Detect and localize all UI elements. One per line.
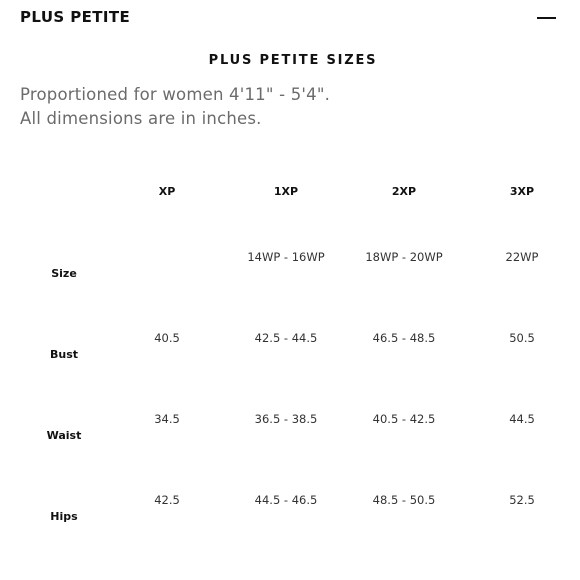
table-cell: 44.5 (509, 412, 535, 426)
accordion-title: PLUS PETITE (20, 8, 131, 26)
table-cell: 36.5 - 38.5 (254, 412, 318, 426)
table-cell: 40.5 - 42.5 (372, 412, 436, 426)
column-header-1xp: 1XP (273, 185, 299, 198)
table-cell: 34.5 (154, 412, 180, 426)
column-header-3xp: 3XP (509, 185, 535, 198)
section-title: PLUS PETITE SIZES (208, 53, 378, 68)
table-cell: 42.5 - 44.5 (254, 331, 318, 345)
row-label-hips: Hips (50, 510, 78, 523)
table-cell: 42.5 (154, 493, 180, 507)
size-description (20, 83, 560, 131)
description-line-height-range: Proportioned for women 4'11" - 5'4". (20, 85, 331, 104)
table-cell: 48.5 - 50.5 (372, 493, 436, 507)
table-cell: 14WP - 16WP (247, 250, 325, 264)
table-cell: 52.5 (509, 493, 535, 507)
row-label-size: Size (51, 267, 77, 280)
table-cell: 22WP (505, 250, 539, 264)
accordion-header-plus-petite[interactable] (0, 0, 580, 36)
table-cell: 46.5 - 48.5 (372, 331, 436, 345)
table-cell: 44.5 - 46.5 (254, 493, 318, 507)
table-cell: 18WP - 20WP (365, 250, 443, 264)
column-header-2xp: 2XP (391, 185, 417, 198)
description-line-units: All dimensions are in inches. (20, 109, 262, 128)
minus-icon[interactable] (537, 17, 556, 19)
row-label-waist: Waist (46, 429, 82, 442)
column-header-xp: XP (158, 185, 176, 198)
table-cell: 40.5 (154, 331, 180, 345)
row-label-bust: Bust (49, 348, 79, 361)
table-cell: 50.5 (509, 331, 535, 345)
